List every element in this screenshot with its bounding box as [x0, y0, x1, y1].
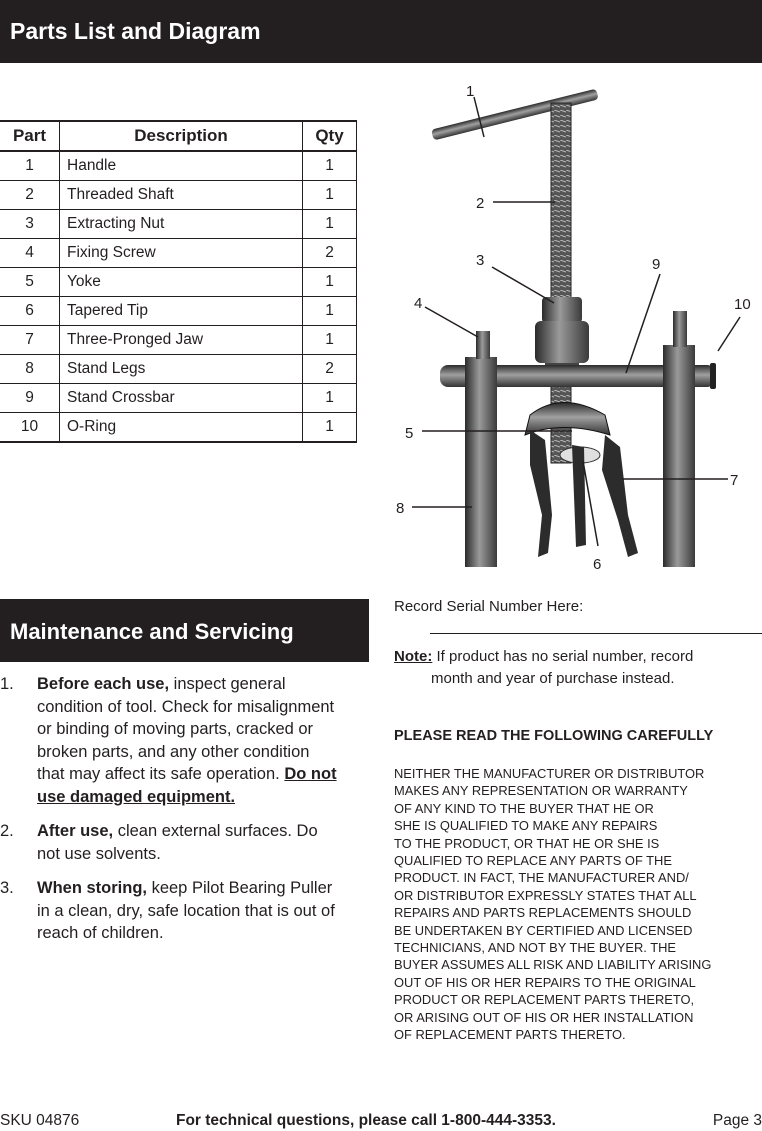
warning-line: SHE IS QUALIFIED TO MAKE ANY REPAIRS	[394, 818, 658, 834]
part-number: 8	[0, 355, 60, 384]
parts-table	[0, 120, 357, 443]
serial-label: Record Serial Number Here:	[394, 598, 584, 615]
warning-line: REPAIRS AND PARTS REPLACEMENTS SHOULD	[394, 905, 692, 921]
item-emphasis: Do not use damaged equipment.	[37, 765, 337, 806]
table-row	[0, 297, 357, 326]
three-pronged-jaw-part	[530, 430, 638, 557]
part-description: Three-Pronged Jaw	[60, 326, 303, 355]
footer-tech-support: For technical questions, please call 1-800-444-3353.	[176, 1112, 556, 1129]
extracting-nut-part	[535, 297, 589, 375]
col-header-part: Part	[0, 121, 60, 151]
warning-line: PRODUCT. IN FACT, THE MANUFACTURER AND/	[394, 870, 689, 886]
warning-line: OR ARISING OUT OF HIS OR HER INSTALLATION	[394, 1009, 694, 1025]
part-number: 6	[0, 297, 60, 326]
part-qty: 2	[303, 355, 357, 384]
col-header-description: Description	[60, 121, 303, 151]
section-header-maintenance	[0, 599, 369, 662]
callout-4: 4	[414, 295, 423, 312]
part-number: 4	[0, 239, 60, 268]
part-qty: 1	[303, 210, 357, 239]
warning-line: TO THE PRODUCT, OR THAT HE OR SHE IS	[394, 835, 660, 851]
warning-line: BUYER ASSUMES ALL RISK AND LIABILITY ARISING	[394, 957, 712, 973]
warning-line: NEITHER THE MANUFACTURER OR DISTRIBUTOR	[394, 766, 705, 781]
table-row	[0, 210, 357, 239]
callout-3: 3	[476, 252, 485, 269]
note-text-continued: month and year of purchase instead.	[431, 670, 675, 687]
puller-diagram	[380, 75, 762, 585]
part-number: 9	[0, 384, 60, 413]
note-label: Note:	[394, 648, 433, 665]
section-title: Maintenance and Servicing	[10, 619, 294, 644]
item-lead: After use,	[37, 822, 114, 840]
part-number: 3	[0, 210, 60, 239]
part-description: Handle	[60, 151, 303, 181]
part-description: Extracting Nut	[60, 210, 303, 239]
table-row	[0, 384, 357, 413]
callout-1: 1	[466, 83, 475, 100]
part-description: Threaded Shaft	[60, 181, 303, 210]
serial-write-line	[430, 633, 762, 634]
maintenance-list	[0, 673, 340, 957]
footer-page-number: Page 3	[712, 1112, 762, 1129]
table-row	[0, 181, 357, 210]
part-qty: 1	[303, 326, 357, 355]
callout-7: 7	[730, 472, 739, 489]
callout-9: 9	[652, 256, 661, 273]
item-lead: When storing,	[37, 879, 147, 897]
warning-line: OR DISTRIBUTOR EXPRESSLY STATES THAT ALL	[394, 887, 697, 903]
part-number: 5	[0, 268, 60, 297]
part-qty: 1	[303, 268, 357, 297]
part-description: Yoke	[60, 268, 303, 297]
part-number: 10	[0, 413, 60, 443]
item-number: 2.	[0, 822, 14, 840]
item-text: clean external surfaces. Do not use solvents.	[37, 822, 318, 863]
part-description: Tapered Tip	[60, 297, 303, 326]
part-qty: 1	[303, 151, 357, 181]
serial-note	[394, 646, 754, 690]
part-qty: 1	[303, 181, 357, 210]
note-text: If product has no serial number, record	[436, 648, 694, 665]
handle-part	[431, 89, 599, 141]
item-lead: Before each use,	[37, 675, 170, 693]
item-number: 1.	[0, 675, 14, 693]
warning-line: OF REPLACEMENT PARTS THERETO.	[394, 1027, 626, 1043]
callout-8: 8	[396, 500, 405, 517]
section-header-parts	[0, 0, 762, 63]
part-qty: 1	[303, 413, 357, 443]
section-title: Parts List and Diagram	[10, 18, 261, 44]
part-number: 2	[0, 181, 60, 210]
callout-10: 10	[734, 296, 751, 313]
item-number: 3.	[0, 879, 14, 897]
table-row	[0, 413, 357, 443]
warning-line: TECHNICIANS, AND NOT BY THE BUYER. THE	[394, 940, 676, 956]
footer-sku: SKU 04876	[0, 1112, 80, 1129]
item-text: inspect general condition of tool. Check for misalignment or binding of moving parts, cracked or broken parts, and any other condition that may affect its safe operation.	[37, 675, 335, 783]
part-qty: 2	[303, 239, 357, 268]
callout-6: 6	[593, 556, 602, 573]
list-item	[0, 673, 340, 808]
table-row	[0, 355, 357, 384]
part-description: Fixing Screw	[60, 239, 303, 268]
table-row	[0, 326, 357, 355]
warning-line: OUT OF HIS OR HER REPAIRS TO THE ORIGINAL	[394, 974, 696, 990]
warning-line: BE UNDERTAKEN BY CERTIFIED AND LICENSED	[394, 922, 693, 938]
table-row	[0, 239, 357, 268]
callout-2: 2	[476, 195, 485, 212]
warning-line: QUALIFIED TO REPLACE ANY PARTS OF THE	[394, 853, 672, 869]
part-qty: 1	[303, 384, 357, 413]
callout-5: 5	[405, 425, 414, 442]
warning-line: PRODUCT OR REPLACEMENT PARTS THERETO,	[394, 992, 695, 1008]
list-item	[0, 877, 340, 945]
part-number: 1	[0, 151, 60, 181]
table-row	[0, 151, 357, 181]
o-ring-part	[710, 363, 716, 389]
list-item	[0, 820, 340, 865]
part-description: O-Ring	[60, 413, 303, 443]
col-header-qty: Qty	[303, 121, 357, 151]
warning-body	[394, 765, 762, 1044]
part-description: Stand Crossbar	[60, 384, 303, 413]
part-description: Stand Legs	[60, 355, 303, 384]
table-header-row	[0, 121, 357, 151]
part-qty: 1	[303, 297, 357, 326]
part-number: 7	[0, 326, 60, 355]
warning-line: OF ANY KIND TO THE BUYER THAT HE OR	[394, 800, 654, 816]
warning-line: MAKES ANY REPRESENTATION OR WARRANTY	[394, 783, 688, 799]
warning-heading: PLEASE READ THE FOLLOWING CAREFULLY	[394, 728, 714, 744]
table-row	[0, 268, 357, 297]
item-text: keep Pilot Bearing Puller in a clean, dry, safe location that is out of reach of children.	[37, 879, 335, 942]
